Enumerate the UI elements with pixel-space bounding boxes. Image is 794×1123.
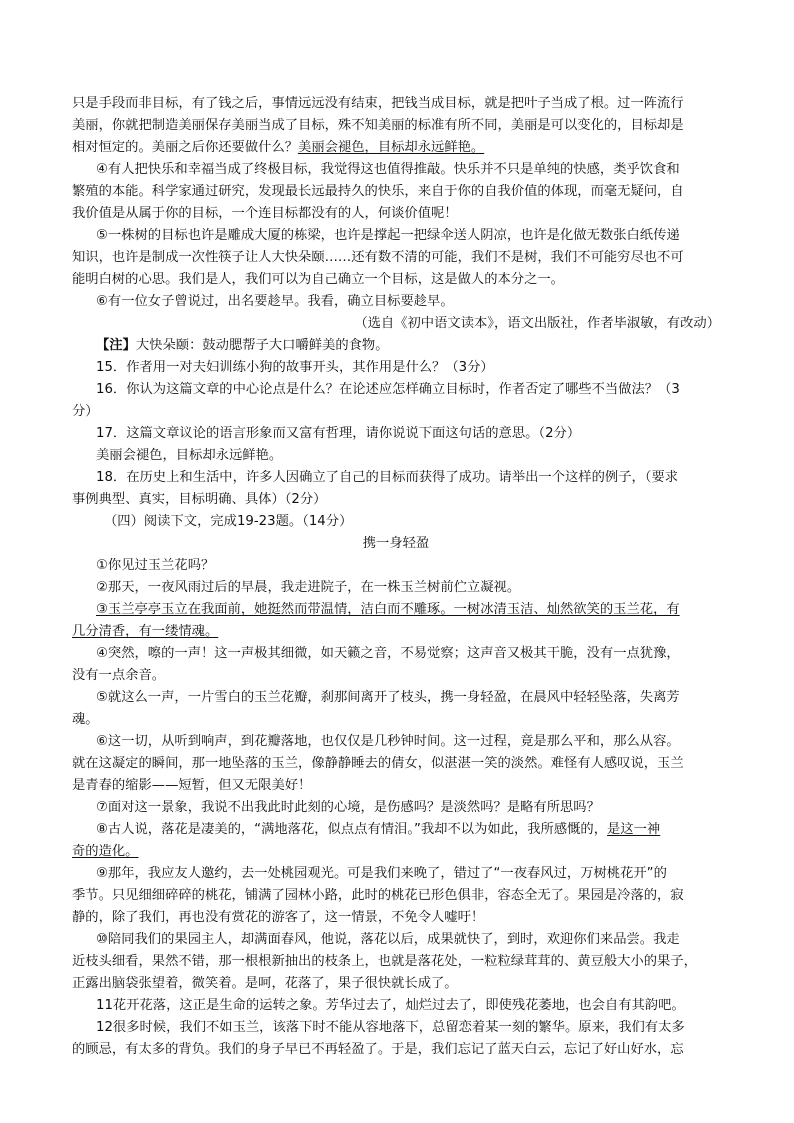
text-line: 近枝头细看，果然不错，那一根根新抽出的枝条上，也就是落花处，一粒粒绿茸茸的、黄豆般大小的果子， <box>72 954 697 969</box>
text-line: 是青春的缩影——短暂，但又无限美好！ <box>72 778 312 793</box>
text-line: ①你见过玉兰花吗？ <box>96 558 215 573</box>
text-line: ⑥这一切，从听到响声，到花瓣落地，也仅仅是几秒钟时间。这一过程，竟是那么平和，那么从容。 <box>96 734 680 749</box>
underlined-paragraph <box>72 622 720 642</box>
quoted-sentence: 美丽会褪色，目标却永远鲜艳。 <box>96 448 283 463</box>
text-line: 只是手段而非目标，有了钱之后，事情远远没有结束，把钱当成目标，就是把叶子当成了根。过一阵流行 <box>72 96 684 111</box>
text-line: 正露出脑袋张望着，微笑着。是呵，花落了，果子很快就长成了。 <box>72 976 458 991</box>
text-line: 繁殖的本能。科学家通过研究，发现最长远最持久的快乐，来自于你的自我价值的体现，而毫无疑问，自 <box>72 184 684 199</box>
underlined-sentence: 美丽会褪色，目标却永远鲜艳。 <box>298 140 485 155</box>
question-15: 15．作者用一对夫妇训练小狗的故事开头，其作用是什么？（3分） <box>96 360 494 375</box>
underlined-phrase: 是这一神 <box>607 822 661 837</box>
footnote <box>96 336 720 356</box>
essay-title: 携一身轻盈 <box>362 536 430 551</box>
text-line: 能明白树的心思。我们是人，我们可以为自己确立一个目标，这是做人的本分之一。 <box>72 272 564 287</box>
text-line: 分） <box>72 404 99 419</box>
question-16: 16．你认为这篇文章的中心论点是什么？在论述应怎样确立目标时，作者否定了哪些不当做法？（3 <box>96 382 680 397</box>
text-line: 我价值是从属于你的目标，一个连目标都没有的人，何谈价值呢！ <box>72 206 458 221</box>
text-line: 11花开花落，这正是生命的运转之象。芳华过去了，灿烂过去了，即使残花萎地，也会自有其韵吧。 <box>96 998 685 1013</box>
text-line: ⑦面对这一景象，我说不出我此时此刻的心境，是伤感吗？是淡然吗？是略有所思吗？ <box>96 800 600 815</box>
text-segment: ⑧古人说，落花是凄美的，“满地落花，似点点有情泪。”我却不以为如此，我所感慨的， <box>96 822 608 837</box>
text-line: ④有人把快乐和幸福当成了终极目标，我觉得这也值得推敲。快乐并不只是单纯的快感，类乎饮食和 <box>96 162 680 177</box>
text-line: 魂。 <box>72 712 99 727</box>
text-line: 事例典型、真实，目标明确、具体）（2分） <box>72 492 327 507</box>
text-line: 就在这凝定的瞬间，那一地坠落的玉兰，像静静睡去的倩女，似湛湛一笑的淡然。难怪有人感叹说，玉兰 <box>72 756 684 771</box>
text-line: ④突然，嚓的一声！这一声极其细微，如天籁之音，不易觉察；这声音又极其干脆，没有一点犹豫， <box>96 646 680 661</box>
text-line: 静的，除了我们，再也没有赏花的游客了，这一情景，不免令人嘘吁！ <box>72 910 485 925</box>
text-line: ⑨那年，我应友人邀约，去一处桃园观光。可是我们来晚了，错过了“一夜春风过，万树桃花开”的 <box>96 866 667 881</box>
text-line: 美丽，你就把制造美丽保存美丽当成了目标，殊不知美丽的标准有所不同，美丽是可以变化的，目标却是 <box>72 118 684 133</box>
underlined-sentence: 几分清香，有一缕情魂。 <box>72 624 219 639</box>
underlined-phrase: 奇的造化。 <box>72 844 139 859</box>
text-line <box>72 842 720 862</box>
text-line: ②那天，一夜风雨过后的早晨，我走进院子，在一株玉兰树前伫立凝视。 <box>96 580 521 595</box>
footnote-text: 大快朵颐：鼓动腮帮子大口嚼鲜美的食物。 <box>135 338 389 353</box>
text-line: ⑩陪同我们的果园主人，却满面春风，他说，落花以后，成果就快了，到时，欢迎你们来品尝。我走 <box>96 932 680 947</box>
text-line: 季节。只见细细碎碎的桃花，铺满了园林小路，此时的桃花已形色俱非，容态全无了。果园是冷落的，寂 <box>72 888 684 903</box>
text-segment: 相对恒定的。美丽之后你还要做什么？ <box>72 140 299 155</box>
text-line: 的顾忌，有太多的背负。我们的身子早已不再轻盈了。于是，我们忘记了蓝天白云，忘记了好山好水，忘 <box>72 1042 684 1057</box>
question-18: 18．在历史上和生活中，许多人因确立了自己的目标而获得了成功。请举出一个这样的例子，（要求 <box>96 470 679 485</box>
text-line: 知识，也许是制成一次性筷子让人大快朵颐……还有数不清的可能，我们不是树，我们不可能穷尽也不可 <box>72 250 684 265</box>
text-line: 12很多时候，我们不如玉兰，该落下时不能从容地落下，总留恋着某一刻的繁华。原来，我们有太多 <box>96 1020 685 1035</box>
text-line: 没有一点余音。 <box>72 668 166 683</box>
text-line: ⑥有一位女子曾说过，出名要趁早。我看，确立目标要趁早。 <box>96 294 454 309</box>
question-17: 17．这篇文章议论的语言形象而又富有哲理，请你说说下面这句话的意思。（2分） <box>96 426 581 441</box>
footnote-label: 【注】 <box>96 338 136 353</box>
underlined-paragraph: ③玉兰亭亭玉立在我面前，她挺然而带温情，洁白而不雕琢。一树冰清玉洁、灿然欲笑的玉兰花，有 <box>96 602 680 617</box>
section-heading: （四）阅读下文，完成19-23题。（14分） <box>104 514 353 529</box>
text-line <box>72 138 720 158</box>
source-citation: （选自《初中语文读本》，语文出版社，作者毕淑敏，有改动） <box>354 316 720 331</box>
text-line: ⑤就这么一声，一片雪白的玉兰花瓣，刹那间离开了枝头，携一身轻盈，在晨风中轻轻坠落，失离芳 <box>96 690 680 705</box>
text-line: ⑤一株树的目标也许是雕成大厦的栋梁，也许是撑起一把绿伞送人阴凉，也许是化做无数张白纸传递 <box>96 228 680 243</box>
text-line <box>96 820 720 840</box>
